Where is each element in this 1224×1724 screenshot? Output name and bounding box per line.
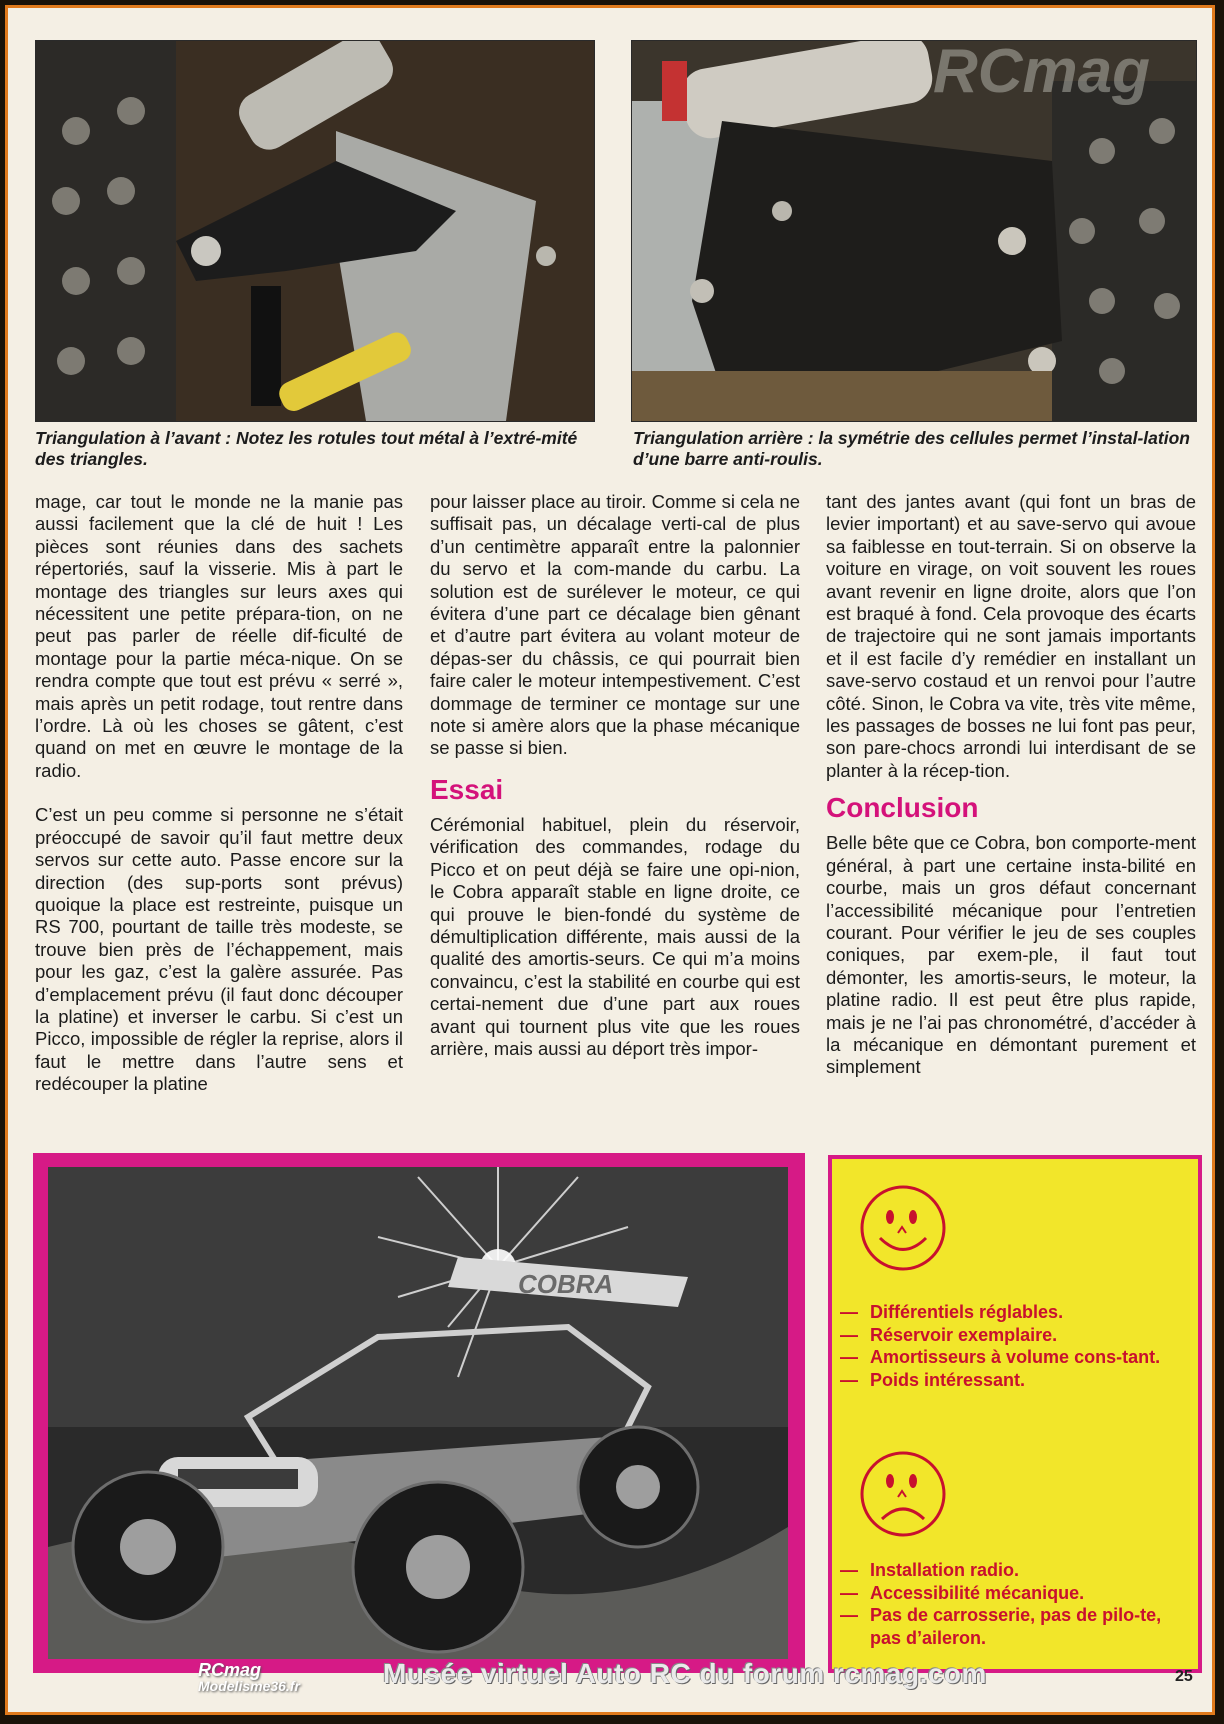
rear-photo-caption: Triangulation arrière : la symétrie des cellules permet l’instal-lation d’une barre anti-roulis. [633,428,1190,469]
col1-paragraph-2: C’est un peu comme si personne ne s’était préoccupé de savoir qu’il faut mettre deux servos sur cette auto. Passe encore sur la direction (des sup-ports sont prévus) quoique la place est restreinte, puisque un RS 700, pourtant de taille très modeste, se trouve bien près de l’échappement, mais pour les gaz, c’est la galère assurée. Pas d’emplacement prévu (il faut donc découper la platine) et inverser le carbu. Si c’est un Picco, impossible de régler la reprise, alors il faut le mettre dans l’autre sens et redécouper la platine [35,804,403,1095]
pros-list [840,1301,1188,1391]
cobra-car-image [48,1167,788,1659]
front-suspension-photo [35,40,595,422]
page-number: 25 [1175,1668,1193,1685]
col1-paragraph-1: mage, car tout le monde ne la manie pas aussi facilement que la clé de huit ! Les pièces sont réunies dans des sachets répertoriés, sauf la visserie. Mis à part le montage des triangles sur leurs axes qui nécessitent une petite prépara-tion, on ne peut pas parler de réelle dif-ficulté de montage pour la partie méca-nique. On se rendra compte que tout est prévu « serré », mais après un petit rodage, tout rentre dans l’ordre. Là où les choses se gâtent, c’est quand on met en œuvre le montage de la radio. [35,491,403,781]
col2-paragraph-2: Cérémonial habituel, plein du réservoir, vérification des commandes, rodage du Picco et on peut déjà se faire une opi-nion, le Cobra apparaît stable en ligne droite, ce qui prouve le bien-fondé du système de démultiplication différente, mais aussi de la qualité des amortis-seurs. Ce qui m’a moins convaincu, c’est la stabilité en courbe qui est certai-nement due d’une part aux roues avant qui tournent plus vite que les roues arrière, mais aussi au déport très impor- [430,813,800,1059]
footer-site-banner: Musée virtuel Auto RC du forum rcmag.com [383,1658,987,1689]
essai-heading: Essai [430,773,504,805]
conclusion-heading: Conclusion [826,792,979,824]
magazine-page [5,5,1215,1715]
sad-face-icon [858,1449,948,1539]
pro-item: — Réservoir exemplaire. [840,1324,1058,1345]
con-item: — Installation radio. [840,1560,1020,1580]
cons-list [840,1559,1188,1649]
rcmag-watermark: RCmag [933,37,1151,106]
pro-item: — Poids intéressant. [840,1369,1026,1390]
footer-logo-line-2: Modelisme36.fr [198,1678,300,1694]
text-column-2 [430,491,800,1060]
pro-item: — Amortisseurs à volume cons-tant. [840,1347,1161,1367]
text-column-3 [826,491,1196,1079]
smiley-face-icon [858,1183,948,1273]
pro-item: — Différentiels réglables. [840,1302,1064,1322]
con-item: — Pas de carrosserie, pas de pilo-te, pas d’aileron. [840,1605,1162,1648]
pros-cons-box [828,1155,1202,1673]
con-item: — Accessibilité mécanique. [840,1582,1085,1603]
footer-logo-line-1: RCmag [198,1660,262,1680]
cobra-wing-label: COBRA [518,1269,614,1299]
col3-paragraph-1: tant des jantes avant (qui font un bras de levier important) et au save-servo qui avoue sa faiblesse en tout-terrain. Si on observe la voiture en virage, on voit souvent les roues avant revenir en ligne droite, alors que l’on est braqué à fond. Cela provoque des écarts de trajectoire qui ne sont jamais importants et il est facile d’y remédier en installant un save-servo costaud et un renvoi pour l’autre côté. Sinon, le Cobra va vite, très vite même, les passages de bosses ne lui font pas peur, son pare-chocs arrondi lui interdisant de se planter à la récep-tion. [826,491,1196,781]
cobra-car-photo [48,1167,788,1659]
cobra-photo-frame [33,1153,805,1673]
text-column-1 [35,491,403,1096]
rcmag-footer-logo [198,1662,300,1694]
col2-paragraph-1: pour laisser place au tiroir. Comme si cela ne suffisait pas, un décalage verti-cal de plus d’un centimètre apparaît entre la palonnier du servo et la com-mande du carbu. La solution est de surélever le moteur, ce qui évitera d’une part ce décalage bien gênant et d’autre part évitera au volant moteur de dépas-ser du châssis, ce qui pourrait bien faire caler le moteur intempestivement. C’est dommage de terminer ce montage sur une note si amère alors que la phase mécanique se passe si bien. [430,491,800,759]
col3-paragraph-2: Belle bête que ce Cobra, bon comporte-ment général, à part une certaine insta-bilité en courbe, mais un gros défaut concernant l’accessibilité mécanique pour l’entretien courant. Pour vérifier le jeu de ses couples coniques, par exem-ple, il faut tout démonter, les amortis-seurs, le moteur, la platine radio. Il est peut être plus rapide, mais je ne l’ai pas chronométré, d’accéder à la mécanique en démontant purement et simplement [826,832,1196,1078]
front-suspension-image [36,41,594,421]
front-photo-caption: Triangulation à l’avant : Notez les rotules tout métal à l’extré-mité des triangles. [35,428,578,469]
